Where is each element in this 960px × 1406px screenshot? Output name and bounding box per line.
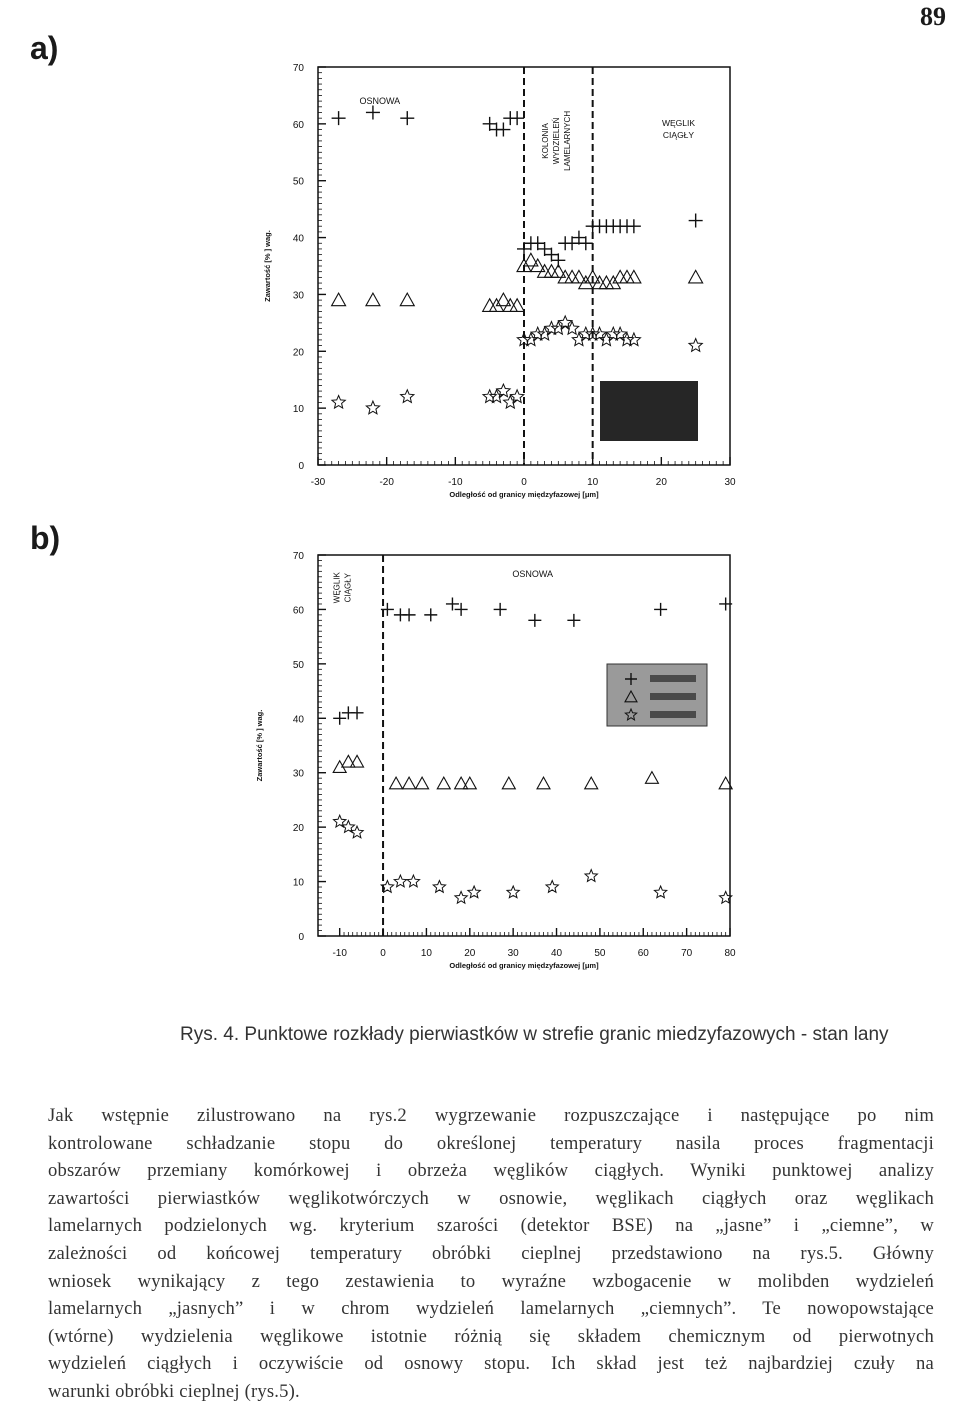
plus-marker [424,608,437,621]
star-marker [351,826,363,838]
x-tick-label: 40 [550,948,563,959]
x-tick-label: -10 [332,948,347,959]
plus-marker [510,111,524,125]
x-tick-label: 10 [420,948,432,959]
legend-box [600,381,698,441]
x-tick-label: 20 [655,477,667,488]
triangle-marker [332,293,346,306]
star-marker [654,886,666,898]
y-tick-label: 0 [298,932,304,943]
y-tick-label: 50 [292,176,304,188]
legend-entry-smudge [650,711,696,718]
region-label-kolonia: KOLONIA [541,123,551,159]
x-tick-label: -20 [379,477,394,488]
y-tick-label: 10 [292,877,304,889]
paragraph-line: wydzieleń ciągłych i oczywiście od osnowy stopu. Ich skład jest też najbardziej czuły na [48,1353,934,1375]
plus-marker [483,117,497,131]
star-marker [531,327,544,340]
x-tick-label: 0 [521,477,527,488]
star-marker [546,881,558,893]
region-label-ciagly: CIĄGŁY [662,130,695,140]
paragraph-line: zależności od końcowej temperatury obróbki cieplnej przedstawiono na rys.5. Główny [48,1242,934,1264]
triangle-marker [416,777,429,789]
paragraph-line: (wtórne) wydzielenia węglikowe istotnie różnią się składem chemicznym od pierwotnych [48,1325,934,1347]
plus-marker [544,248,558,262]
star-marker [407,875,419,887]
triangle-marker [342,755,355,767]
y-tick-label: 40 [292,233,304,245]
y-tick-label: 70 [292,63,304,74]
star-marker [332,396,345,409]
x-tick-label: 80 [724,948,736,959]
star-marker [394,875,406,887]
plus-marker [538,242,552,256]
triangle-marker [455,777,468,789]
plus-marker [403,608,416,621]
x-tick-label: 70 [681,948,693,959]
plus-marker [446,597,459,610]
x-tick-label: 30 [507,948,519,959]
x-axis-label: Odległość od granicy międzyfazowej [μm] [449,961,599,970]
x-tick-label: -30 [310,477,326,488]
star-marker [511,390,524,403]
x-tick-label: -10 [448,477,463,488]
star-marker [401,390,414,403]
figure-caption: Rys. 4. Punktowe rozkłady pierwiastków w strefie granic miedzyfazowych - stan lany [180,1024,889,1045]
panel-label-b: b) [30,520,61,556]
triangle-marker [572,270,586,283]
star-marker [433,881,445,893]
triangle-marker [510,299,524,312]
triangle-marker [689,270,703,283]
plus-marker [567,614,580,627]
y-tick-label: 40 [292,714,304,726]
triangle-marker [403,777,416,789]
triangle-marker [645,772,658,784]
region-label-weglik: CIĄGŁY [343,572,353,603]
paragraph-line: zawartości pierwiastków węglikotwórczych w osnowie, węglikach ciągłych oraz węglikach [48,1187,934,1209]
triangle-marker [496,293,510,306]
x-tick-label: 30 [724,477,736,488]
plus-marker [333,712,346,725]
plus-marker [579,236,593,250]
triangle-marker [627,270,641,283]
legend-entry-smudge [650,675,696,682]
plus-marker [517,242,531,256]
star-marker [366,401,379,414]
star-marker [468,886,480,898]
star-marker [507,886,519,898]
y-tick-label: 60 [292,605,304,617]
star-marker [620,333,633,346]
triangle-marker [544,265,558,278]
y-tick-label: 50 [292,659,304,671]
paragraph-line: obszarów przemiany komórkowej i obrzeża węglików ciągłych. Wyniki punktowej analizy [48,1160,934,1182]
region-label-weglik: WĘGLIK [661,118,696,128]
plus-marker [572,231,586,245]
triangle-marker [565,270,579,283]
legend-entry-smudge [650,693,696,700]
triangle-marker [463,777,476,789]
chart-a [0,0,960,520]
x-tick-label: 0 [380,948,386,959]
star-marker [585,870,597,882]
triangle-marker [437,777,450,789]
paragraph-line: lamelarnych „jasnych” i w chrom wydzieleń lamelarnych „ciemnych”. Te nowopowstające [48,1298,934,1320]
plot-frame [318,555,730,936]
star-marker [545,322,558,335]
triangle-marker [390,777,403,789]
paragraph-line: warunki obróbki cieplnej (rys.5). [48,1380,300,1402]
star-marker [455,891,467,903]
y-tick-label: 70 [292,551,304,562]
star-marker [565,322,578,335]
plus-marker [494,603,507,616]
region-label-osnowa: OSNOWA [359,96,401,106]
region-label-kolonia: WYDZIELEŃ [552,117,562,165]
chart-b [0,520,960,1020]
plus-marker [496,123,510,137]
y-tick-label: 20 [292,823,304,835]
plus-marker [689,214,703,228]
paragraph-line: kontrolowane schładzanie stopu do określonej temperatury nasila proces fragmentacji [48,1132,934,1154]
triangle-marker [483,299,497,312]
region-label-weglik: WĘGLIK [332,572,342,604]
star-marker [689,339,702,352]
y-tick-label: 20 [292,347,304,359]
page-number: 89 [920,2,946,31]
plus-marker [565,236,579,250]
plus-marker [351,706,364,719]
plus-marker [455,603,468,616]
plus-marker [400,111,414,125]
y-tick-label: 0 [298,461,304,472]
triangle-marker [620,270,634,283]
x-tick-label: 60 [637,948,649,959]
plus-marker [627,219,641,233]
triangle-marker [524,253,538,266]
paragraph-line: lamelarnych podzielonych wg. kryterium szarości (detektor BSE) na „jasne” i „ciemne”, w [48,1215,934,1237]
plus-marker [528,614,541,627]
body-paragraph [48,1102,934,1406]
triangle-marker [400,293,414,306]
y-tick-label: 60 [292,119,304,131]
x-tick-label: 10 [587,477,599,488]
y-axis-label: Zawartość [% ] wag. [255,709,264,782]
triangle-marker [599,276,613,289]
plus-marker [332,111,346,125]
plus-marker [654,603,667,616]
triangle-marker [585,777,598,789]
x-tick-label: 50 [594,948,606,959]
region-label-kolonia: LAMELARNYCH [563,110,573,171]
star-marker [627,333,640,346]
x-axis-label: Odległość od granicy międzyfazowej [μm] [449,490,599,499]
region-label-osnowa: OSNOWA [512,568,554,579]
triangle-marker [502,777,515,789]
y-axis-label: Zawartość [% ] wag. [263,230,272,302]
paragraph-line: wniosek wynikający z tego zestawienia to wyraźne wzbogacenie w molibden wydzieleń [48,1270,934,1292]
star-marker [607,327,620,340]
triangle-marker [537,777,550,789]
x-tick-label: 20 [464,948,476,959]
paragraph-line: Jak wstępnie zilustrowano na rys.2 wygrzewanie rozpuszczające i następujące po nim [48,1105,934,1126]
triangle-marker [613,270,627,283]
panel-label-a: a) [30,30,59,66]
y-tick-label: 10 [292,404,304,416]
y-tick-label: 30 [292,290,304,302]
triangle-marker [351,755,364,767]
plus-marker [366,105,380,119]
triangle-marker [366,293,380,306]
star-marker [483,390,496,403]
plus-marker [531,236,545,250]
y-tick-label: 30 [292,768,304,780]
